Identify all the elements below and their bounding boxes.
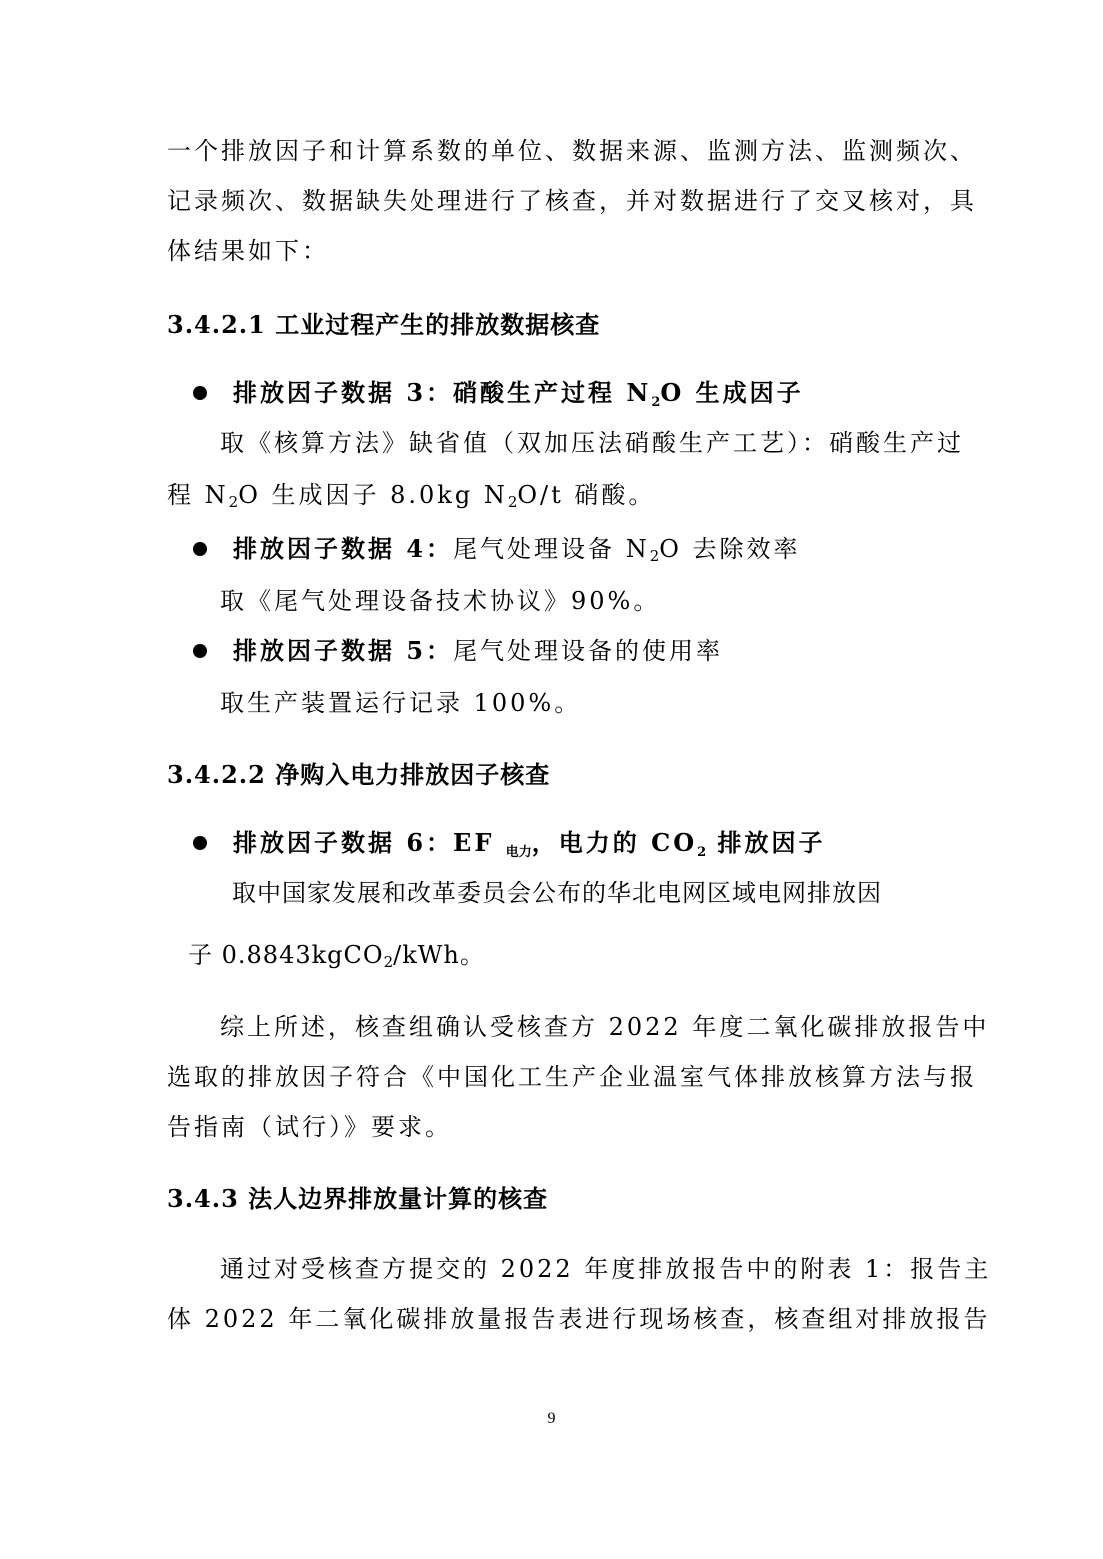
bullet-item-6: 排放因子数据 6：EF $_{电力}$，电力的 $CO_2$ 排放因子 [193, 828, 826, 868]
item-3-body-line-1: 取《核算方法》缺省值（双加压法硝酸生产工艺）：硝酸生产过 [220, 429, 964, 457]
section-3422-heading: 3.4.2.2 净购入电力排放因子核查 [167, 760, 551, 789]
intro-line-1: 一个排放因子和计算系数的单位、数据来源、监测方法、监测频次、 [167, 137, 977, 165]
section-343-heading: 3.4.3 法人边界排放量计算的核查 [167, 1184, 549, 1213]
section-3421-heading: 3.4.2.1 工业过程产生的排放数据核查 [167, 310, 601, 339]
item-4-body: 取《尾气处理设备技术协议》90%。 [220, 587, 661, 615]
bullet-item-5: 排放因子数据 5：尾气处理设备的使用率 [193, 636, 723, 666]
summary-line-3: 告指南（试行）》要求。 [167, 1113, 452, 1141]
item-6-body-line-1: 取中国家发展和改革委员会公布的华北电网区域电网排放因 [232, 879, 882, 907]
bullet-item-4: 排放因子数据 4：尾气处理设备 $N_2O$ 去除效率 [193, 534, 801, 571]
intro-line-3: 体结果如下： [167, 237, 329, 265]
item-3-body-line-2: 程 $N_2O$ 生成因子 8.0kg $N_2O/t$ 硝酸。 [167, 481, 656, 511]
item-5-body: 取生产装置运行记录 100%。 [220, 689, 582, 717]
item-6-body-line-2: 子 0.8843kgCO$_2$/kWh。 [188, 941, 485, 971]
bullet-dot-icon [193, 542, 207, 556]
section-343-line-2: 体 2022 年二氧化碳排放量报告表进行现场核查，核查组对排放报告 [167, 1305, 991, 1333]
bullet-dot-icon [193, 836, 207, 850]
page-number: 9 [547, 1410, 556, 1427]
summary-line-2: 选取的排放因子符合《中国化工生产企业温室气体排放核算方法与报 [167, 1063, 977, 1091]
bullet-dot-icon [193, 386, 207, 400]
section-343-line-1: 通过对受核查方提交的 2022 年度排放报告中的附表 1：报告主 [220, 1255, 992, 1283]
bullet-dot-icon [193, 644, 207, 658]
bullet-item-3: 排放因子数据 3：硝酸生产过程 $N_2O$ 生成因子 [193, 378, 804, 418]
intro-line-2: 记录频次、数据缺失处理进行了核查，并对数据进行了交叉核对，具 [167, 187, 977, 215]
summary-line-1: 综上所述，核查组确认受核查方 2022 年度二氧化碳排放报告中 [220, 1013, 990, 1041]
